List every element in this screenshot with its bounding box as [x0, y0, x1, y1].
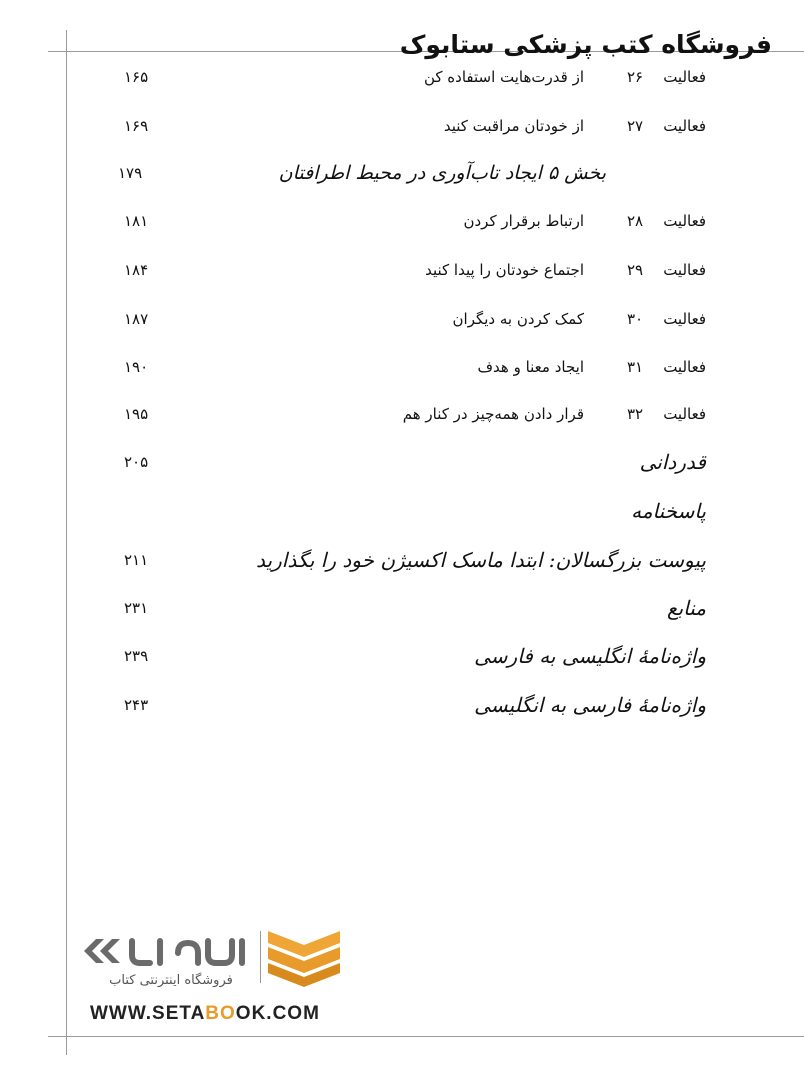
activity-number: ۳۰	[626, 310, 644, 328]
page-number: ۱۸۴	[124, 261, 149, 279]
entry-title: ایجاد معنا و هدف	[477, 358, 584, 376]
toc-section-row[interactable]	[110, 545, 706, 575]
entry-title: قرار دادن همه‌چیز در کنار هم	[402, 405, 584, 423]
section-title: واژه‌نامهٔ فارسی به انگلیسی	[474, 693, 706, 717]
toc-section-row[interactable]	[110, 641, 706, 671]
page-number: ۱۶۹	[124, 117, 149, 135]
activity-label: فعالیت	[663, 310, 706, 328]
activity-number: ۲۷	[626, 117, 644, 135]
activity-number: ۲۶	[626, 68, 644, 86]
logo-divider	[260, 931, 261, 983]
store-header-title: فروشگاه کتب پزشکی ستابوک	[399, 30, 772, 59]
activity-number: ۳۱	[626, 358, 644, 376]
part-title: بخش ۵ ایجاد تاب‌آوری در محیط اطرافتان	[278, 162, 606, 184]
activity-number: ۳۲	[626, 405, 644, 423]
toc-part-row[interactable]	[110, 158, 706, 188]
page-number: ۲۱۱	[124, 551, 149, 569]
entry-title: ارتباط برقرار کردن	[463, 212, 584, 230]
activity-label: فعالیت	[663, 261, 706, 279]
toc-section-row[interactable]	[110, 496, 706, 526]
section-title: قدردانی	[639, 450, 706, 474]
page-number: ۲۳۱	[124, 599, 149, 617]
section-title: پیوست بزرگسالان: ابتدا ماسک اکسیژن خود را بگذارید	[256, 548, 706, 572]
section-title: واژه‌نامهٔ انگلیسی به فارسی	[474, 644, 706, 668]
toc-row[interactable]	[110, 304, 706, 334]
page-number: ۱۹۵	[124, 405, 149, 423]
brand-wordmark-icon	[84, 931, 254, 971]
toc-row[interactable]	[110, 255, 706, 285]
toc-row[interactable]	[110, 399, 706, 429]
activity-number: ۲۹	[626, 261, 644, 279]
toc-row[interactable]	[110, 206, 706, 236]
page-number: ۲۳۹	[124, 647, 149, 665]
brand-tagline: فروشگاه اینترنتی کتاب	[109, 973, 233, 988]
activity-label: فعالیت	[663, 68, 706, 86]
toc-section-row[interactable]	[110, 447, 706, 477]
setabook-chevron-logo-icon	[268, 927, 340, 987]
page-number: ۲۴۳	[124, 696, 149, 714]
margin-rule-vertical	[66, 30, 67, 1055]
page-number: ۱۹۰	[124, 358, 149, 376]
store-url[interactable]: WWW.SETABOOK.COM	[90, 1003, 320, 1024]
page-number: ۱۶۵	[124, 68, 149, 86]
activity-label: فعالیت	[663, 358, 706, 376]
entry-title: اجتماع خودتان را پیدا کنید	[425, 261, 584, 279]
entry-title: از قدرت‌هایت استفاده کن	[423, 68, 584, 86]
activity-number: ۲۸	[626, 212, 644, 230]
toc-row[interactable]	[110, 111, 706, 141]
section-title: منابع	[666, 596, 706, 620]
toc-section-row[interactable]	[110, 593, 706, 623]
page-number: ۲۰۵	[124, 453, 149, 471]
page-number: ۱۸۷	[124, 310, 149, 328]
entry-title: کمک کردن به دیگران	[452, 310, 584, 328]
page-number: ۱۸۱	[124, 212, 149, 230]
entry-title: از خودتان مراقبت کنید	[443, 117, 584, 135]
setabook-logo[interactable]	[84, 925, 344, 1035]
toc-section-row[interactable]	[110, 690, 706, 720]
activity-label: فعالیت	[663, 117, 706, 135]
toc-row[interactable]	[110, 62, 706, 92]
section-title: پاسخنامه	[631, 499, 706, 523]
margin-rule-bottom	[48, 1036, 804, 1037]
activity-label: فعالیت	[663, 212, 706, 230]
activity-label: فعالیت	[663, 405, 706, 423]
toc-row[interactable]	[110, 352, 706, 382]
page-number: ۱۷۹	[118, 164, 143, 182]
